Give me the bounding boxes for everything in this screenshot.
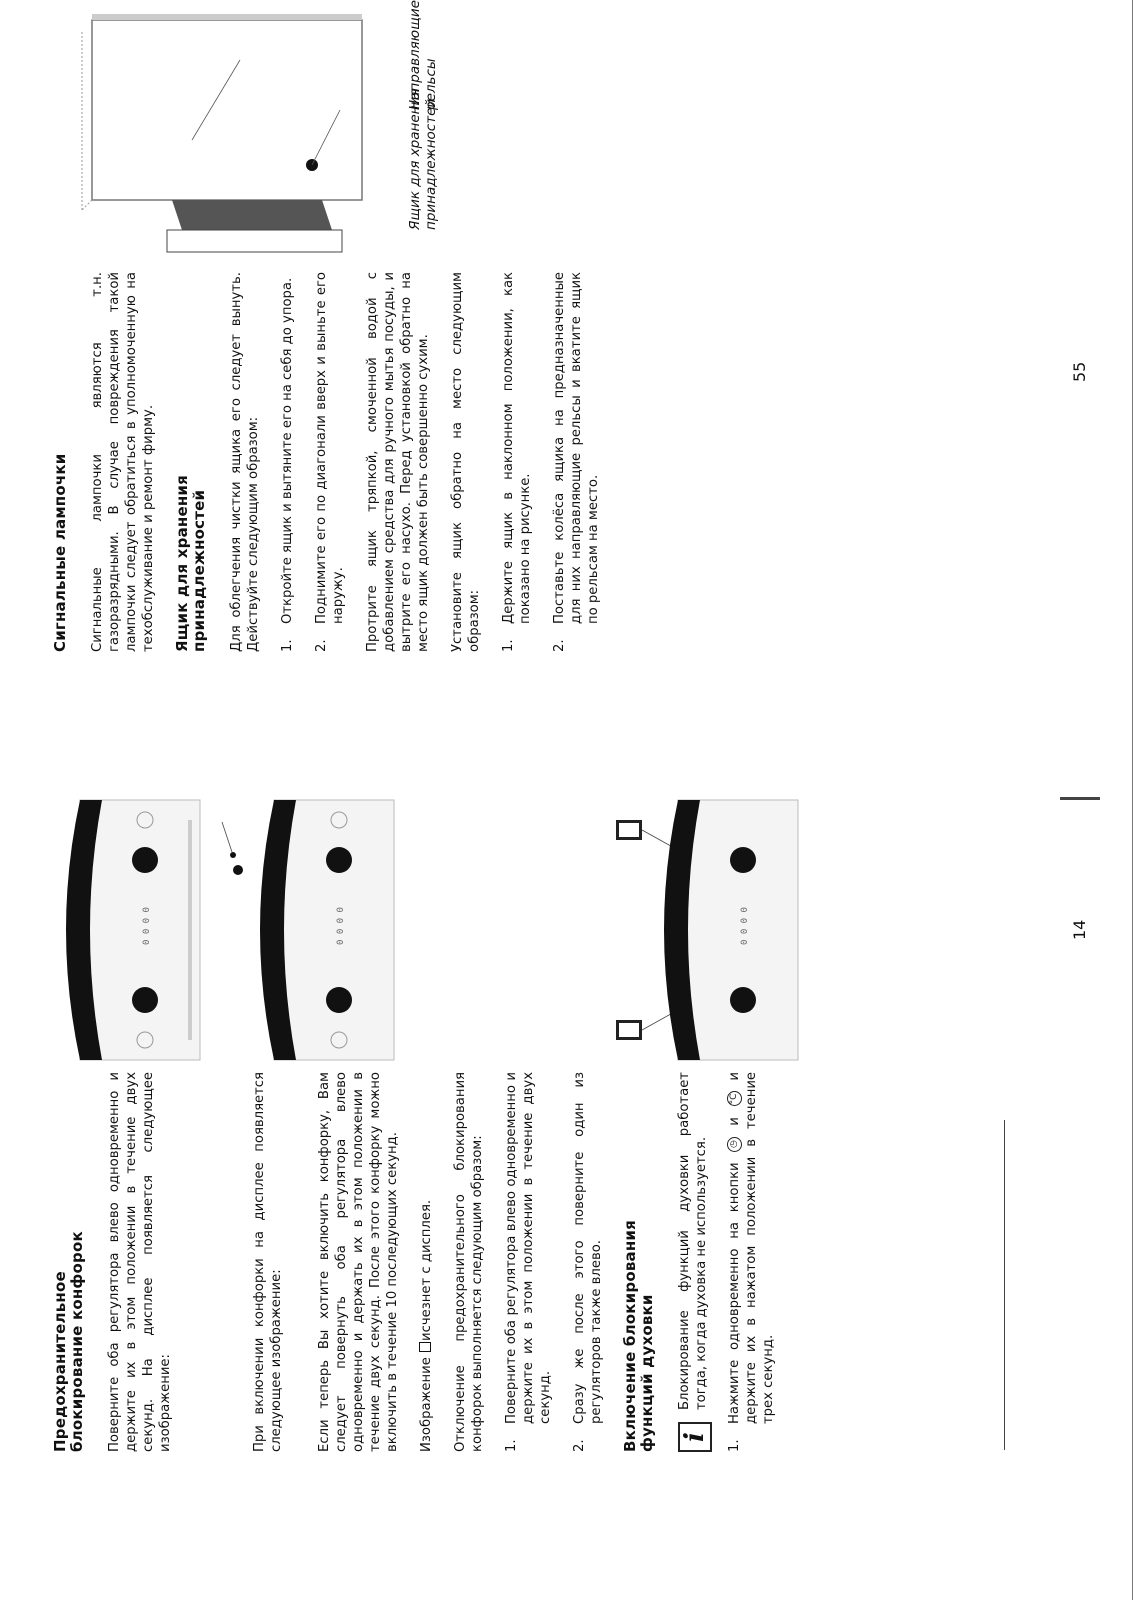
fold-line: [1060, 797, 1100, 800]
caption-drawer: Ящик для хранения принадлежностей: [407, 88, 439, 230]
knob-icon: [326, 847, 352, 873]
paragraph: Поверните оба регулятора влево одновременно и держите их в этом положении в течение двух секунд. На дисплее появляется следующее изображение:: [107, 1072, 173, 1452]
heading-signal-lamps: Сигнальные лампочки: [51, 453, 69, 652]
step-list: [503, 1072, 605, 1452]
control-panel-photo-3: [608, 790, 808, 1070]
display-segment-icon: [419, 1342, 431, 1352]
info-text: Блокирование функций духовки работает тогда, когда духовка не используется.: [677, 1072, 709, 1410]
right-page-text-column: [52, 272, 619, 652]
list-item: 2. Сразу же после этого поверните один из регуляторов также влево.: [572, 1072, 604, 1452]
step-list: [500, 272, 602, 652]
heading-hob-lock: Предохранительное блокирование конфорок: [51, 1231, 86, 1452]
paragraph: Изображение исчезнет с дисплея.: [419, 1199, 434, 1452]
control-panel-photo-1: [60, 790, 210, 1070]
control-panel-illustrations: [60, 790, 812, 1070]
step-list: [726, 1072, 777, 1452]
paragraph: Сигнальные лампочки являются т.н. газоразрядными. В случае повреждения такой лампочки следует обратиться в уполномоченную на техобслуживание и ремонт фирму.: [90, 272, 156, 652]
list-item: 2. Поднимите его по диагонали вверх и выньте его наружу.: [314, 272, 346, 652]
list-item: 1. Нажмите одновременно на кнопки ◷ и °C и держите их в нажатом положении в течение трех секунд.: [727, 1072, 776, 1452]
drawer-rails-illustration: [72, 0, 392, 260]
list-item: 1. Держите ящик в наклонном положении, как показано на рисунке.: [501, 272, 533, 652]
info-icon: i: [678, 1422, 712, 1452]
control-panel-photo-2: [254, 790, 404, 1070]
knob-icon: [132, 847, 158, 873]
info-note: [676, 1072, 710, 1452]
knob-icon: [730, 847, 756, 873]
svg-text:0 0 0 0: 0 0 0 0: [740, 907, 750, 945]
paragraph: Для облегчения чистки ящика его следует вынуть. Действуйте следующим образом:: [229, 272, 261, 652]
svg-text:0 0 0 0: 0 0 0 0: [336, 907, 346, 945]
heading-storage-drawer: Ящик для хранения принадлежностей: [173, 475, 208, 652]
knob-icon: [326, 987, 352, 1013]
page-number-left: 14: [1070, 919, 1089, 940]
list-item: 1. Откройте ящик и вытяните его на себя до упора.: [280, 277, 295, 652]
heading-oven-lock: Включение блокирования функций духовки: [621, 1220, 656, 1452]
paragraph: Установите ящик обратно на место следующим образом:: [450, 272, 482, 652]
paragraph: Если теперь Вы хотите включить конфорку, Вам следует повернуть оба регулятора влево одновременно и держать их в этом положении в течение двух секунд. После этого конфорку можно включить в течение 10 последующих секунд.: [317, 1072, 400, 1452]
knob-icon: [730, 987, 756, 1013]
list-item: 1. Поверните оба регулятора влево одновременно и держите их в этом положении в течение двух секунд.: [504, 1072, 553, 1452]
left-page-text-column: [52, 1072, 794, 1452]
knob-icon: [132, 987, 158, 1013]
caption-rails: Направляющие рельсы: [407, 0, 439, 110]
bottom-rule: [1004, 1120, 1005, 1450]
paragraph: При включении конфорки на дисплее появляется следующее изображение:: [252, 1072, 284, 1452]
svg-text:0 0 0 0: 0 0 0 0: [142, 907, 152, 945]
paragraph: Отключение предохранительного блокирования конфорок выполняется следующим образом:: [453, 1072, 485, 1452]
clock-button-icon: ◷: [727, 1137, 742, 1152]
page-number-right: 55: [1070, 361, 1089, 382]
paragraph: Протрите ящик тряпкой, смоченной водой с добавлением средства для ручного мытья посуды, и вытрите его насухо. Перед установкой обратно на место ящик должен быть совершенно сухим.: [365, 272, 431, 652]
drawer-icon: [172, 200, 332, 230]
step-list: [279, 272, 347, 652]
temperature-button-icon: °C: [727, 1091, 742, 1106]
list-item: 2. Поставьте колёса ящика на предназначенные для них направляющие рельсы и вкатите ящик по рельсам на место.: [552, 272, 601, 652]
display-callout: [220, 790, 250, 1070]
